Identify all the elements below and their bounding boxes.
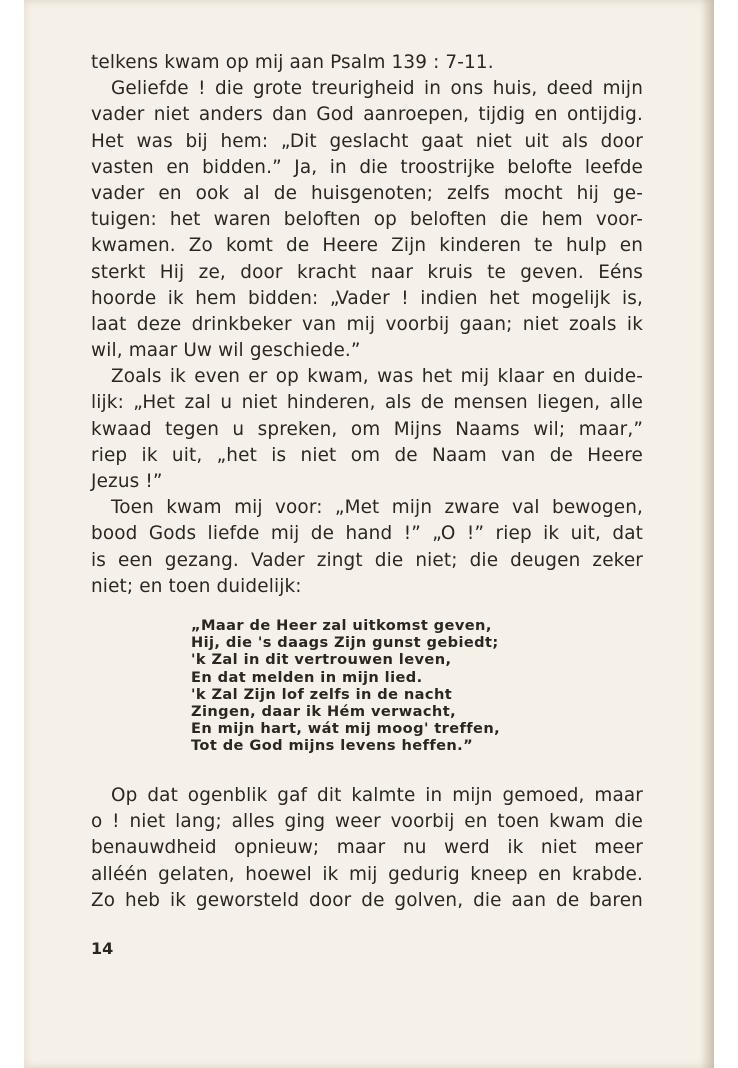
body-text-top [91,50,643,600]
paragraph-2-line: tuigen: het waren beloften op beloften die hem voor- [91,209,643,231]
paragraph-3-line: riep ik uit, „het is niet om de Naam van de Heere [91,444,643,466]
paragraph-5-line: alléén gelaten, hoewel ik mij gedurig kneep en krabde. [91,863,643,885]
paragraph-2-line: sterkt Hij ze, door kracht naar kruis te geven. Eéns [91,261,643,283]
page-number: 14 [91,939,114,958]
paragraph-4-line: is een gezang. Vader zingt die niet; die deugen zeker [91,549,643,571]
paragraph-4-line: niet; en toen duidelijk: [91,575,302,597]
paragraph-4-line: Toen kwam mij voor: „Met mijn zware val bewogen, [111,497,643,519]
paragraph-2-line: vader niet anders dan God aanroepen, tijdig en ontijdig. [91,104,643,126]
paragraph-5-line: Op dat ogenblik gaf dit kalmte in mijn gemoed, maar [111,785,643,806]
poem-line: En mijn hart, wát mij moog' treffen, [191,720,501,738]
paragraph-2-line: hoorde ik hem bidden: „Vader ! indien het mogelijk is, [91,287,643,309]
paragraph-3-line: kwaad tegen u spreken, om Mijns Naams wil; maar,” [91,418,643,440]
paragraph-2-line: wil, maar Uw wil geschiede.” [91,340,361,362]
body-text-bottom [91,783,643,914]
paragraph-2-line: kwamen. Zo komt de Heere Zijn kinderen te hulp en [91,235,643,257]
paragraph-3-line: lijk: „Het zal u niet hinderen, als de mensen liegen, alle [91,392,643,414]
poem-line: Zingen, daar ik Hém verwacht, [191,702,457,720]
page-edge-shadow [700,0,714,1068]
paragraph-2-line: Geliefde ! die grote treurigheid in ons huis, deed mijn [111,78,643,100]
poem-line: 'k Zal in dit vertrouwen leven, [191,651,452,669]
paragraph-5-line: Zo heb ik geworsteld door de golven, die aan de baren [91,889,643,911]
poem-line: „Maar de Heer zal uitkomst geven, [191,617,492,634]
poem-line: Hij, die 's daags Zijn gunst gebiedt; [191,634,499,652]
poem-line: 'k Zal Zijn lof zelfs in de nacht [191,685,453,703]
paragraph-2-line: vasten en bidden.” Ja, in die troostrijke belofte leefde [91,156,643,178]
paragraph-3-line: Jezus !” [91,471,163,492]
poem-line: Tot de God mijns levens heffen.” [191,737,474,755]
paragraph-2-line: vader en ook al de huisgenoten; zelfs mocht hij ge- [91,182,643,204]
paragraph-5-line: o ! niet lang; alles ging weer voorbij en toen kwam die [91,811,643,833]
paragraph-4-line: bood Gods liefde mij de hand !” „O !” riep ik uit, dat [91,523,643,545]
paragraph-1-line: telkens kwam op mij aan Psalm 139 : 7-11. [91,52,494,73]
poem-line: En dat melden in mijn lied. [191,668,423,686]
poem-quote [191,617,529,755]
paragraph-5-line: benauwdheid opnieuw; maar nu werd ik niet meer [91,837,643,859]
paragraph-3-line: Zoals ik even er op kwam, was het mij klaar en duide- [111,366,643,388]
paragraph-2-line: Het was bij hem: „Dit geslacht gaat niet uit als door [91,130,643,152]
paragraph-2-line: laat deze drinkbeker van mij voorbij gaan; niet zoals ik [91,313,643,335]
